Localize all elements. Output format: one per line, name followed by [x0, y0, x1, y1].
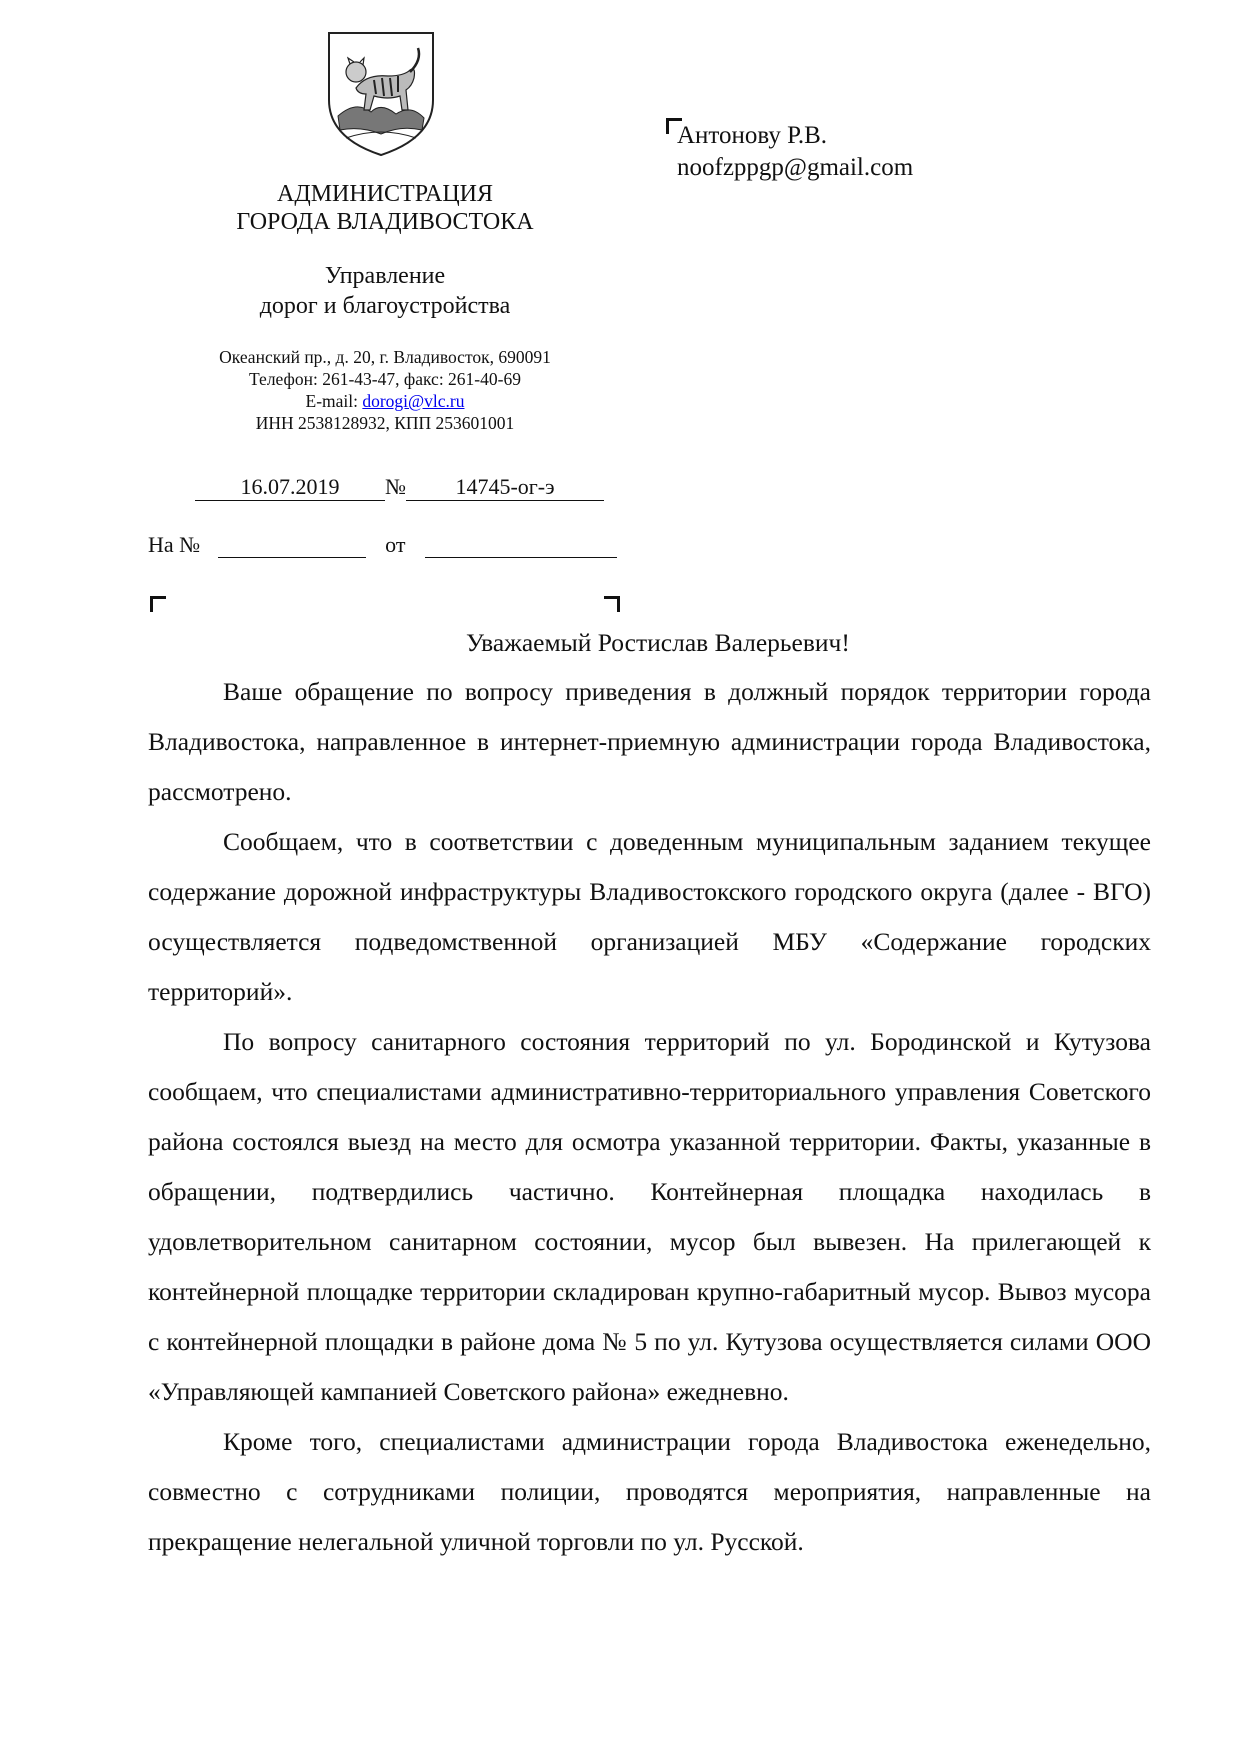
number-sign: № [385, 474, 406, 499]
reply-number-label: На № [148, 532, 201, 557]
reply-from-label: от [385, 532, 406, 557]
letter-body [148, 667, 1151, 1567]
org-inn: ИНН 2538128932, КПП 253601001 [255, 413, 515, 433]
subject-corner-left [150, 596, 166, 612]
reply-date-field [425, 533, 617, 558]
paragraph-3: По вопросу санитарного состояния территорий по ул. Бородинской и Кутузова сообщаем, что специалистами административно-территориального управления Советского района состоялся выезд на место для осмотра указанной территории. Факты, указанные в обращении, подтвердились частично. Контейнерная площадка находилась в удовлетворительном санитарном состоянии, мусор был вывезен. На прилегающей к контейнерной площадке территории складирован крупно-габаритный мусор. Вывоз мусора с контейнерной площадки в районе дома № 5 по ул. Кутузова осуществляется силами ООО «Управляющей кампанией Советского района» ежедневно. [148, 1027, 1151, 1406]
email-label: E-mail: [305, 391, 363, 411]
department-line1: Управление [324, 263, 446, 289]
greeting: Уважаемый Ростислав Валерьевич! [466, 628, 850, 657]
department-line2: дорог и благоустройства [259, 293, 511, 319]
reply-number-field [218, 533, 366, 558]
outgoing-number: 14745-ог-э [406, 474, 604, 501]
org-name-line1: АДМИНИСТРАЦИЯ [277, 181, 493, 207]
org-email-link[interactable]: dorogi@vlc.ru [362, 391, 465, 411]
outgoing-reference [195, 474, 604, 501]
coat-of-arms-icon [326, 30, 436, 158]
paragraph-2: Сообщаем, что в соответствии с доведенным муниципальным заданием текущее содержание дорожной инфраструктуры Владивостокского городского округа (далее - ВГО) осуществляется подведомственной организацией МБУ «Содержание городских территорий». [148, 827, 1151, 1006]
org-address: Океанский пр., д. 20, г. Владивосток, 690091 [219, 347, 551, 367]
paragraph-1: Ваше обращение по вопросу приведения в должный порядок территории города Владивостока, направленное в интернет-приемную администрации города Владивостока, рассмотрено. [148, 677, 1151, 806]
recipient-name: Антонову Р.В. [677, 122, 828, 149]
org-email-line [150, 390, 620, 412]
recipient-email: noofzppgp@gmail.com [677, 154, 914, 181]
reply-reference [148, 532, 617, 558]
coat-of-arms-emblem [326, 30, 436, 158]
paragraph-4: Кроме того, специалистами администрации города Владивостока еженедельно, совместно с сотрудниками полиции, проводятся мероприятия, направленные на прекращение нелегальной уличной торговли по ул. Русской. [148, 1427, 1151, 1556]
org-phone: Телефон: 261-43-47, факс: 261-40-69 [249, 369, 521, 389]
org-name-line2: ГОРОДА ВЛАДИВОСТОКА [236, 209, 534, 235]
outgoing-date: 16.07.2019 [195, 474, 385, 501]
subject-corner-right [604, 596, 620, 612]
